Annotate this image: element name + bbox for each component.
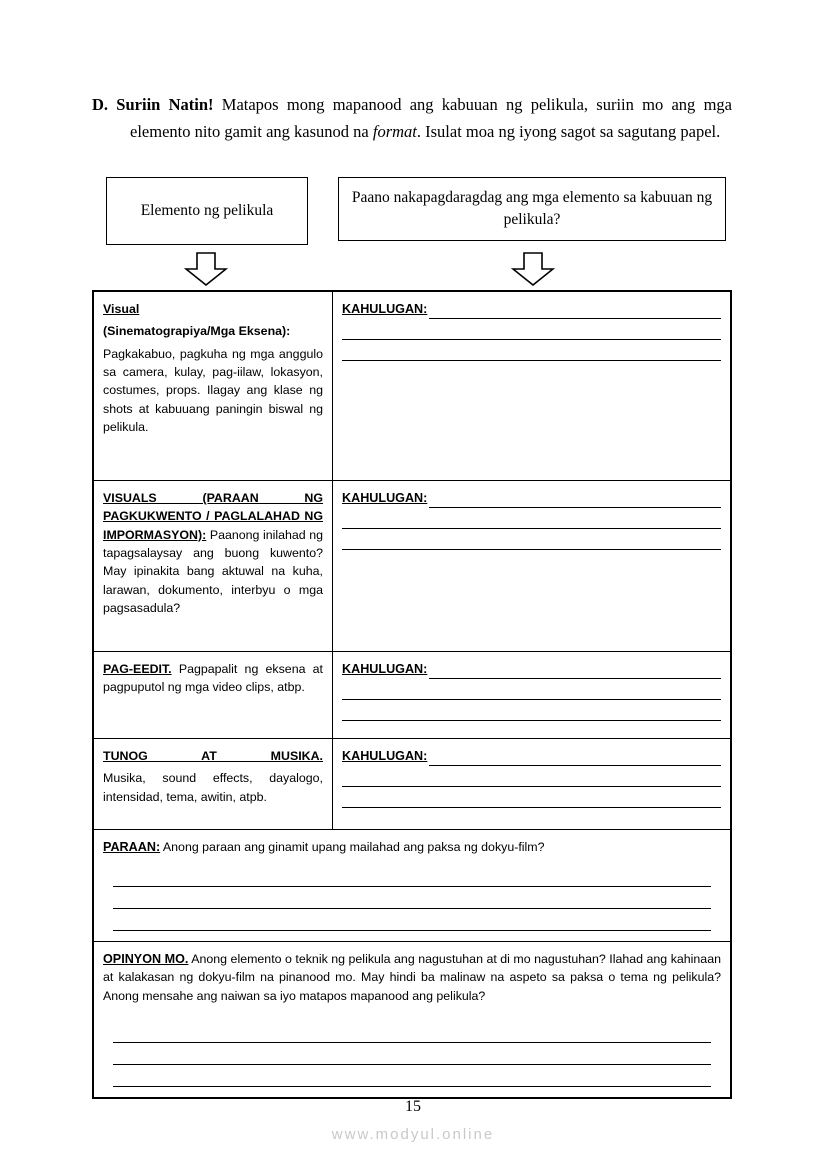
intro-text-part1: Matapos mong mapanood ang kabuuan ng pelikula, suriin mo ang mga elemento nito gamit ang kasunod na <box>130 95 732 141</box>
paraan-question: Anong paraan ang ginamit upang mailahad ang paksa ng dokyu-film? <box>160 840 545 854</box>
row-visual-answer-cell[interactable] <box>333 292 731 481</box>
answer-line[interactable] <box>113 889 711 909</box>
answer-line[interactable] <box>429 665 721 679</box>
row-visual-description-cell <box>94 292 333 481</box>
paraan-question-cell[interactable] <box>94 830 731 942</box>
answer-line[interactable] <box>429 494 721 508</box>
answer-line[interactable] <box>342 702 721 721</box>
paraan-label: PARAAN: <box>103 840 161 854</box>
row-pag-eedit-description: Pagpapalit ng eksena at pagpuputol ng mga video clips, atbp. <box>103 662 323 695</box>
header-box-left-label: Elemento ng pelikula <box>140 201 274 219</box>
opinyon-question: Anong elemento o teknik ng pelikula ang nagustuhan at di mo nagustuhan? Ilahad ang kahinaan at kalakasan ng dokyu-film na pinanood mo. May hindi ba malinaw na aspeto sa paksa o tema ng pelikula? Anong mensahe ang naiwan sa iyo matapos mapanood ang pelikula? <box>103 951 721 1003</box>
row-visual-description: Pagkakabuo, pagkuha ng mga anggulo sa camera, kulay, pag-iilaw, lokasyon, costumes, props. Ilagay ang klase ng shots at kabuuang paningin biswal ng pelikula. <box>103 346 323 435</box>
row-pag-eedit-title: PAG-EEDIT. <box>103 662 172 676</box>
answer-line[interactable] <box>342 321 721 340</box>
intro-text-part2: . Isulat moa ng iyong sagot sa sagutang papel. <box>416 121 721 141</box>
answer-line[interactable] <box>342 531 721 550</box>
header-box-left <box>106 177 308 245</box>
watermark: www.modyul.online <box>331 1126 495 1143</box>
intro-italic-word: format <box>372 121 417 141</box>
header-box-right-label: Paano nakapagdaragdag ang mga elemento sa kabuuan ng pelikula? <box>351 188 713 228</box>
intro-label: D. Suriin Natin! <box>92 95 214 114</box>
answer-line[interactable] <box>342 681 721 700</box>
answer-line[interactable] <box>113 867 711 887</box>
row-pag-eedit-description-cell <box>94 652 333 739</box>
answer-line[interactable] <box>342 789 721 808</box>
down-arrow-icon-left <box>184 252 228 286</box>
row-tunog-musika-description: Musika, sound effects, dayalogo, intensidad, tema, awitin, atpb. <box>103 771 323 804</box>
table-row <box>94 830 731 942</box>
row-tunog-musika-answer-cell[interactable] <box>333 739 731 830</box>
down-arrow-icon-right <box>511 252 555 286</box>
opinyon-label: OPINYON MO. <box>103 951 189 966</box>
row-visuals-paraan-title: VISUALS (PARAAN NG PAGKUKWENTO / PAGLALAHAD NG IMPORMASYON): <box>103 491 323 542</box>
intro-paragraph <box>92 92 732 145</box>
kahulugan-label: KAHULUGAN: <box>342 491 428 505</box>
table-row <box>94 292 731 481</box>
answer-line[interactable] <box>342 342 721 361</box>
opinyon-question-cell[interactable] <box>94 941 731 1097</box>
page-number: 15 <box>405 1098 421 1115</box>
answer-line[interactable] <box>429 752 721 766</box>
answer-line[interactable] <box>113 1023 711 1043</box>
table-row <box>94 739 731 830</box>
row-visuals-paraan-description: Paanong inilahad ng tapagsalaysay ang buong kuwento? May ipinakita bang aktuwal na kuha, larawan, dokumento, interbyu o mga pagsasadula? <box>103 527 323 616</box>
row-tunog-musika-description-cell <box>94 739 333 830</box>
kahulugan-label: KAHULUGAN: <box>342 749 428 763</box>
kahulugan-label: KAHULUGAN: <box>342 302 428 316</box>
kahulugan-label: KAHULUGAN: <box>342 662 428 676</box>
row-visual-title: Visual <box>103 302 140 316</box>
answer-line[interactable] <box>113 1067 711 1087</box>
row-visuals-paraan-description-cell <box>94 481 333 652</box>
answer-line[interactable] <box>429 305 721 319</box>
answer-line[interactable] <box>342 510 721 529</box>
table-row <box>94 941 731 1097</box>
film-elements-table <box>92 290 732 1099</box>
row-visuals-paraan-answer-cell[interactable] <box>333 481 731 652</box>
answer-line[interactable] <box>113 1045 711 1065</box>
row-tunog-musika-title: TUNOG AT MUSIKA. <box>103 749 323 763</box>
row-visual-subtitle: (Sinematograpiya/Mga Eksena): <box>103 324 291 339</box>
table-row <box>94 652 731 739</box>
header-box-right <box>338 177 726 241</box>
table-row <box>94 481 731 652</box>
answer-line[interactable] <box>342 768 721 787</box>
row-pag-eedit-answer-cell[interactable] <box>333 652 731 739</box>
answer-line[interactable] <box>113 911 711 931</box>
